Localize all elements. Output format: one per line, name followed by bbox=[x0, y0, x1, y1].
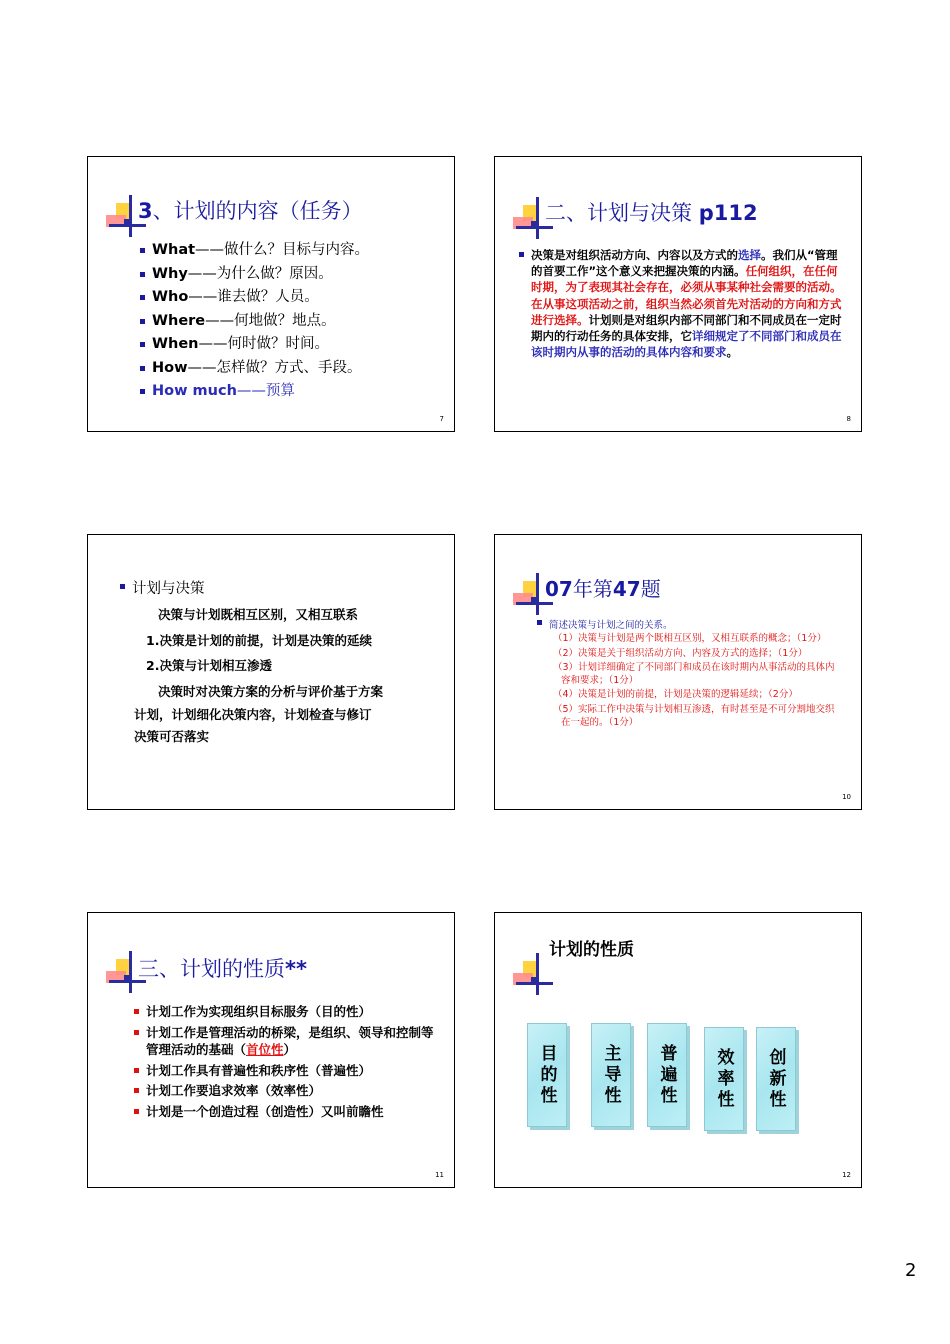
list-item: 计划工作具有普遍性和秩序性（普遍性） bbox=[134, 1062, 434, 1080]
list-item: 计划工作要追求效率（效率性） bbox=[134, 1082, 434, 1100]
property-block: 效率性 bbox=[704, 1027, 744, 1131]
text-line: 决策与计划既相互区别，又相互联系 bbox=[158, 607, 359, 622]
text-line: 计划，计划细化决策内容，计划检查与修订 bbox=[134, 707, 372, 722]
list-item: （3）计划详细确定了不同部门和成员在该时期内从事活动的具体内容和要求；（1分） bbox=[553, 662, 835, 686]
list-item: What——做什么？目标与内容。 bbox=[140, 239, 369, 263]
content-list bbox=[140, 239, 369, 404]
slide-decoration-icon bbox=[513, 953, 553, 995]
slide-number: 8 bbox=[846, 415, 851, 423]
slide-12 bbox=[494, 912, 862, 1188]
slide-7 bbox=[87, 156, 455, 432]
slide-title: 三、计划的性质** bbox=[138, 957, 307, 981]
list-item: 计划工作为实现组织目标服务（目的性） bbox=[134, 1003, 434, 1021]
answer-list bbox=[553, 633, 843, 731]
list-item: （4）决策是计划的前提，计划是决策的逻辑延续；（2分） bbox=[553, 689, 798, 701]
list-item: （2）决策是关于组织活动方向、内容及方式的选择；（1分） bbox=[553, 647, 808, 659]
page-number: 2 bbox=[905, 1260, 917, 1281]
slide-9 bbox=[87, 534, 455, 810]
slide-title: 3、计划的内容（任务） bbox=[138, 199, 363, 223]
list-item: Where——何地做？地点。 bbox=[140, 310, 369, 334]
slide-number: 11 bbox=[435, 1171, 444, 1179]
slide-heading: 计划与决策 bbox=[120, 577, 205, 598]
list-item: Who——谁去做？人员。 bbox=[140, 286, 369, 310]
question-text: 简述决策与计划之间的关系。 bbox=[537, 617, 673, 631]
property-block: 创新性 bbox=[756, 1027, 796, 1131]
slide-8 bbox=[494, 156, 862, 432]
slide-11 bbox=[87, 912, 455, 1188]
slide-number: 7 bbox=[439, 415, 444, 423]
slide-title: 计划的性质 bbox=[549, 940, 634, 960]
list-item: How much——预算 bbox=[140, 380, 369, 404]
property-block: 主导性 bbox=[591, 1023, 631, 1127]
list-item: （5）实际工作中决策与计划相互渗透，有时甚至是不可分割地交织在一起的。（1分） bbox=[553, 703, 835, 728]
slide-10 bbox=[494, 534, 862, 810]
list-item: 计划是一个创造过程（创造性）又叫前瞻性 bbox=[134, 1103, 434, 1121]
list-item: （1）决策与计划是两个既相互区别，又相互联系的概念；（1分） bbox=[553, 633, 827, 644]
property-block: 普遍性 bbox=[647, 1023, 687, 1127]
slide-number: 10 bbox=[842, 793, 851, 801]
text-line: 决策可否落实 bbox=[134, 729, 210, 744]
paragraph: 决策是对组织活动方向、内容以及方式的选择。我们从“管理的首要工作”这个意义来把握决策的内涵。任何组织，在任何时期，为了表现其社会存在，必须从事某种社会需要的活动。在从事这项活动之前，组织当然必须首先对活动的方向和方式进行选择。计划则是对组织内部不同部门和不同成员在一定时期内的行动任务的具体安排，它详细规定了不同部门和成员在该时期内从事的活动的具体内容和要求。 bbox=[519, 247, 849, 360]
slide-title: 07年第47题 bbox=[545, 577, 661, 601]
slide-number: 12 bbox=[842, 1171, 851, 1179]
text-line: 2.决策与计划相互渗透 bbox=[146, 658, 272, 673]
list-item: Why——为什么做？原因。 bbox=[140, 263, 369, 287]
slide-title: 二、计划与决策 p112 bbox=[545, 201, 758, 225]
content-list bbox=[134, 1003, 434, 1123]
text-line: 决策时对决策方案的分析与评价基于方案 bbox=[158, 684, 384, 699]
list-item: When——何时做？时间。 bbox=[140, 333, 369, 357]
list-item: 计划工作是管理活动的桥梁，是组织、领导和控制等管理活动的基础（首位性） bbox=[134, 1024, 434, 1059]
text-line: 1.决策是计划的前提，计划是决策的延续 bbox=[146, 633, 372, 648]
list-item: How——怎样做？方式、手段。 bbox=[140, 357, 369, 381]
property-block: 目的性 bbox=[527, 1023, 567, 1127]
